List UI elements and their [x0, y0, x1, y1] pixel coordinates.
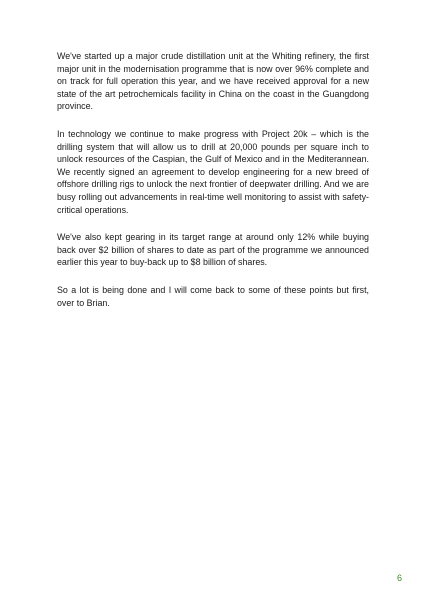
paragraph-refinery: We've started up a major crude distillation unit at the Whiting refinery, the first major unit in the modernisation programme that is now over 96% complete and on track for full operation this year, and we have received approval for a new state of the art petrochemicals facility in China on the coast in the Guangdong province.: [57, 51, 369, 112]
page-body: [57, 50, 369, 324]
paragraph-gearing: We've also kept gearing in its target range at around only 12% while buying back over $2 billion of shares to date as part of the programme we announced earlier this year to buy-back up to $8 billion of shares.: [57, 232, 369, 268]
paragraph-closing: So a lot is being done and I will come back to some of these points but first, over to Brian.: [57, 284, 369, 308]
page-number: 6: [397, 573, 403, 583]
paragraph-technology: In technology we continue to make progress with Project 20k – which is the drilling system that will allow us to drill at 20,000 pounds per square inch to unlock resources of the Caspian, the Gulf of Mexico and in the Mediterannean. We recently signed an agreement to develop engineering for a new breed of offshore drilling rigs to unlock the next frontier of deepwater drilling. And we are busy rolling out advancements in real-time well monitoring to assist with safety-critical operations.: [57, 128, 369, 215]
